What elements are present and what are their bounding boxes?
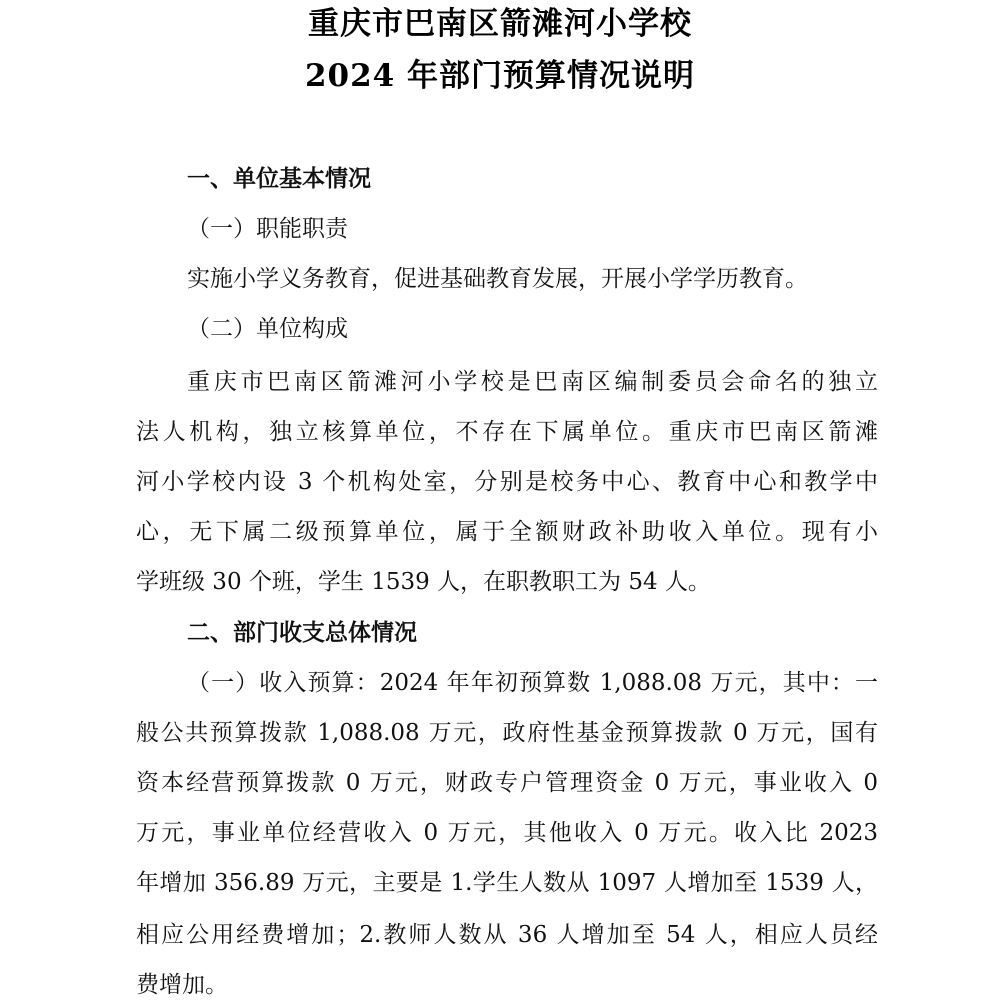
income-line-1: （一）收入预算：2024 年年初预算数 1,088.08 万元，其中：一 [187,670,878,696]
sub1-heading: （一）职能职责 [187,216,348,242]
sub2-line-1: 重庆市巴南区箭滩河小学校是巴南区编制委员会命名的独立 [187,369,878,395]
section1-heading: 一、单位基本情况 [187,165,371,192]
income-line-7: 费增加。 [136,972,228,998]
document-title-line1: 重庆市巴南区箭滩河小学校 [308,6,692,42]
income-line-3: 资本经营预算拨款 0 万元，财政专户管理资金 0 万元，事业收入 0 [136,770,878,796]
income-line-5: 年增加 356.89 万元，主要是 1.学生人数从 1097 人增加至 1539 人， [136,870,878,896]
sub2-line-2: 法人机构，独立核算单位，不存在下属单位。重庆市巴南区箭滩 [136,419,878,445]
section2-heading: 二、部门收支总体情况 [187,619,417,646]
sub2-line-5: 学班级 30 个班，学生 1539 人，在职教职工为 54 人。 [136,569,711,595]
sub2-line-3: 河小学校内设 3 个机构处室，分别是校务中心、教育中心和教学中 [136,469,878,495]
income-line-6: 相应公用经费增加；2.教师人数从 36 人增加至 54 人，相应人员经 [136,922,878,948]
sub2-heading: （二）单位构成 [187,316,348,342]
sub2-line-4: 心，无下属二级预算单位，属于全额财政补助收入单位。现有小 [136,519,878,545]
document-title-line2: 2024 年部门预算情况说明 [304,58,696,94]
income-line-4: 万元，事业单位经营收入 0 万元，其他收入 0 万元。收入比 2023 [136,820,878,846]
income-line-2: 般公共预算拨款 1,088.08 万元，政府性基金预算拨款 0 万元，国有 [136,720,878,746]
sub1-text: 实施小学义务教育，促进基础教育发展，开展小学学历教育。 [187,266,808,292]
